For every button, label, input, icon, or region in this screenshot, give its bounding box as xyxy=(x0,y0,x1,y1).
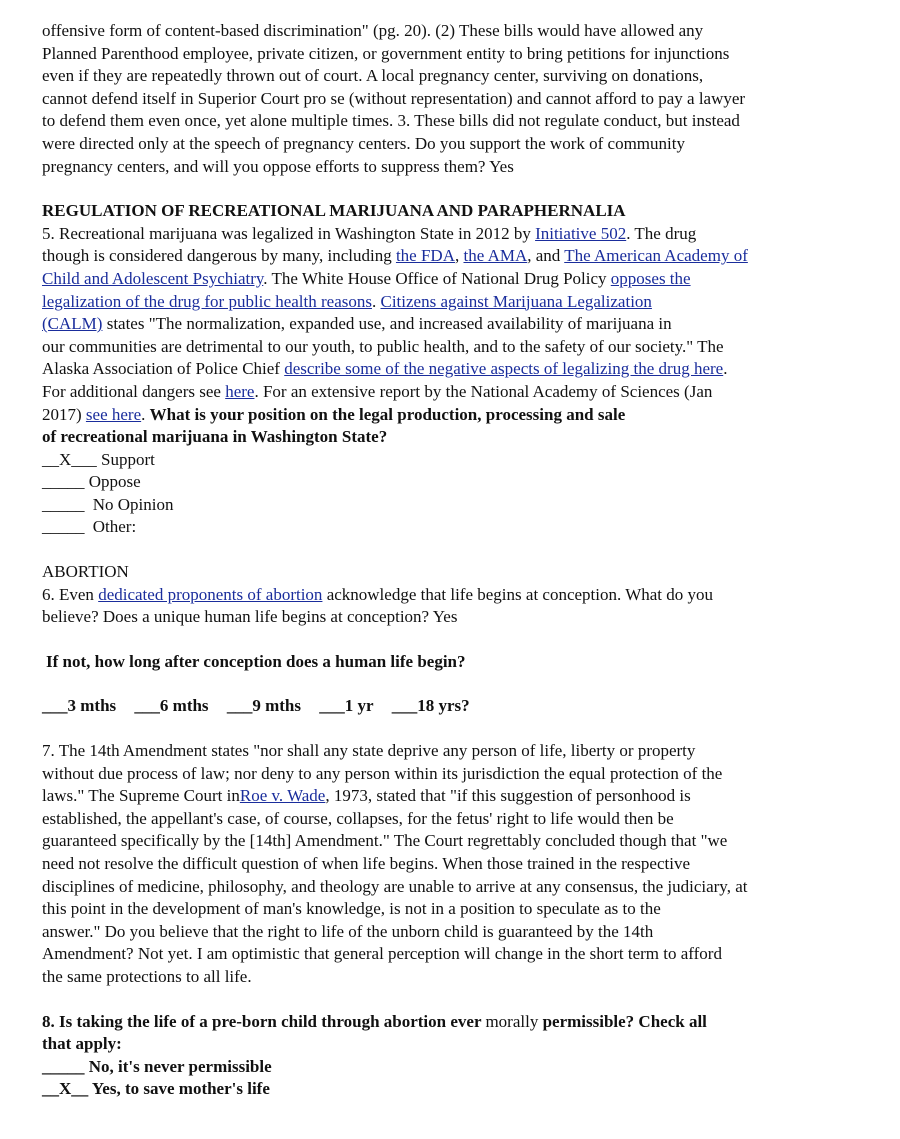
option-no-opinion[interactable]: _____ No Opinion xyxy=(42,494,174,514)
text-line: Amendment? Not yet. I am optimistic that general perception will change in the short term to afford xyxy=(42,944,722,964)
text-line: (CALM) states "The normalization, expanded use, and increased availability of marijuana in xyxy=(42,314,672,334)
text-line: though is considered dangerous by many, including the FDA, the AMA, and The American Academy of xyxy=(42,246,748,266)
option-6-mths[interactable]: ___6 mths xyxy=(134,696,209,716)
text-line: need not resolve the difficult question of when life begins. When those trained in the respective xyxy=(42,854,691,873)
text-line: were directed only at the speech of pregnancy centers. Do you support the work of community xyxy=(42,133,685,153)
option-other[interactable]: _____ Other: xyxy=(42,517,137,537)
text-line: even if they are repeatedly thrown out of court. A local pregnancy center, surviving on donations, xyxy=(42,66,704,86)
link-calm[interactable]: (CALM) xyxy=(42,314,103,334)
text-line: this point in the development of man's knowledge, is not in a position to speculate as to the xyxy=(42,899,661,919)
text-line: Planned Parenthood employee, private citizen, or government entity to bring petitions for injunctions xyxy=(42,43,730,63)
link-opposes[interactable]: opposes the xyxy=(610,268,691,288)
question-7 xyxy=(42,740,870,989)
text-line: Alaska Association of Police Chief describe some of the negative aspects of legalizing the drug here. xyxy=(42,359,728,379)
option-1-yr[interactable]: ___1 yr xyxy=(319,696,374,716)
text-line: Child and Adolescent Psychiatry. The White House Office of National Drug Policy opposes the xyxy=(42,268,691,288)
option-support[interactable]: __X___ Support xyxy=(42,449,155,469)
text-line: 2017) see here. What is your position on the legal production, processing and sale xyxy=(42,404,626,424)
link-aacap[interactable]: Child and Adolescent Psychiatry xyxy=(42,268,264,288)
followup-question: If not, how long after conception does a human life begin? xyxy=(46,651,466,671)
link-fda[interactable]: the FDA xyxy=(395,246,455,266)
text-line: that apply: xyxy=(42,1034,122,1054)
text-line: of recreational marijuana in Washington State? xyxy=(42,427,388,447)
text-line: pregnancy centers, and will you oppose efforts to suppress them? Yes xyxy=(42,156,514,176)
marijuana-options xyxy=(42,449,870,539)
text-line: legalization of the drug for public health reasons. Citizens against Marijuana Legalization xyxy=(42,291,652,311)
intro-paragraph xyxy=(42,20,870,178)
text-line: our communities are detrimental to our youth, to public health, and to the safety of our society." The xyxy=(42,336,724,356)
link-aacap[interactable]: The American Academy of xyxy=(564,246,748,266)
duration-options xyxy=(42,695,870,718)
text-line: to defend them even once, yet alone multiple times. 3. These bills did not regulate conduct, but instead xyxy=(42,111,740,131)
text-line: guaranteed specifically by the [14th] Amendment." The Court regrettably concluded though that "we xyxy=(42,831,728,851)
text-line: 7. The 14th Amendment states "nor shall any state deprive any person of life, liberty or property xyxy=(42,741,696,761)
option-oppose[interactable]: _____ Oppose xyxy=(42,472,141,492)
link-opposes[interactable]: legalization of the drug for public health reasons xyxy=(42,291,372,311)
text-line: without due process of law; nor deny to any person within its jurisdiction the equal protection of the xyxy=(42,763,723,783)
text-line: For additional dangers see here. For an extensive report by the National Academy of Sciences (Jan xyxy=(42,381,713,401)
q8-options xyxy=(42,1056,870,1101)
link-ama[interactable]: the AMA xyxy=(463,246,528,266)
text-line: 8. Is taking the life of a pre-born child through abortion ever morally permissible? Check all xyxy=(42,1011,707,1031)
text-line: 5. Recreational marijuana was legalized in Washington State in 2012 by Initiative 502. The drug xyxy=(42,223,697,243)
link-see-here[interactable]: see here xyxy=(85,404,142,424)
question-5 xyxy=(42,223,870,539)
text-line: laws." The Supreme Court inRoe v. Wade, 1973, stated that "if this suggestion of personhood is xyxy=(42,786,691,806)
text-line: disciplines of medicine, philosophy, and theology are unable to arrive at any consensus, the judiciary, at xyxy=(42,876,748,896)
section-heading-marijuana: REGULATION OF RECREATIONAL MARIJUANA AND PARAPHERNALIA xyxy=(42,201,626,221)
text-line: 6. Even dedicated proponents of abortion acknowledge that life begins at conception. What do you xyxy=(42,584,714,604)
link-dedicated-proponents[interactable]: dedicated proponents of abortion xyxy=(98,584,323,604)
text-line: the same protections to all life. xyxy=(42,966,252,986)
text-line: offensive form of content-based discrimination" (pg. 20). (2) These bills would have allowed any xyxy=(42,21,704,40)
link-alaska-police[interactable]: describe some of the negative aspects of legalizing the drug here xyxy=(284,359,724,379)
link-initiative-502[interactable]: Initiative 502 xyxy=(535,223,627,243)
question-8 xyxy=(42,1011,870,1101)
section-heading-abortion: ABORTION xyxy=(42,562,129,582)
question-6 xyxy=(42,584,870,718)
text-line: answer." Do you believe that the right to life of the unborn child is guaranteed by the 14th xyxy=(42,921,654,941)
option-9-mths[interactable]: ___9 mths xyxy=(226,696,301,716)
option-save-mothers-life[interactable]: __X__ Yes, to save mother's life xyxy=(42,1079,270,1099)
text-line: cannot defend itself in Superior Court pro se (without representation) and cannot afford to pay a lawyer xyxy=(42,88,746,108)
option-18-yrs[interactable]: ___18 yrs? xyxy=(391,696,470,716)
link-here[interactable]: here xyxy=(225,381,255,401)
text-line: established, the appellant's case, of course, collapses, for the fetus' right to life would then be xyxy=(42,808,674,828)
text-line: believe? Does a unique human life begins at conception? Yes xyxy=(42,607,458,627)
option-3-mths[interactable]: ___3 mths xyxy=(42,696,117,716)
option-never-permissible[interactable]: _____ No, it's never permissible xyxy=(42,1056,272,1076)
link-calm[interactable]: Citizens against Marijuana Legalization xyxy=(380,291,652,311)
link-roe-v-wade[interactable]: Roe v. Wade xyxy=(239,786,326,806)
